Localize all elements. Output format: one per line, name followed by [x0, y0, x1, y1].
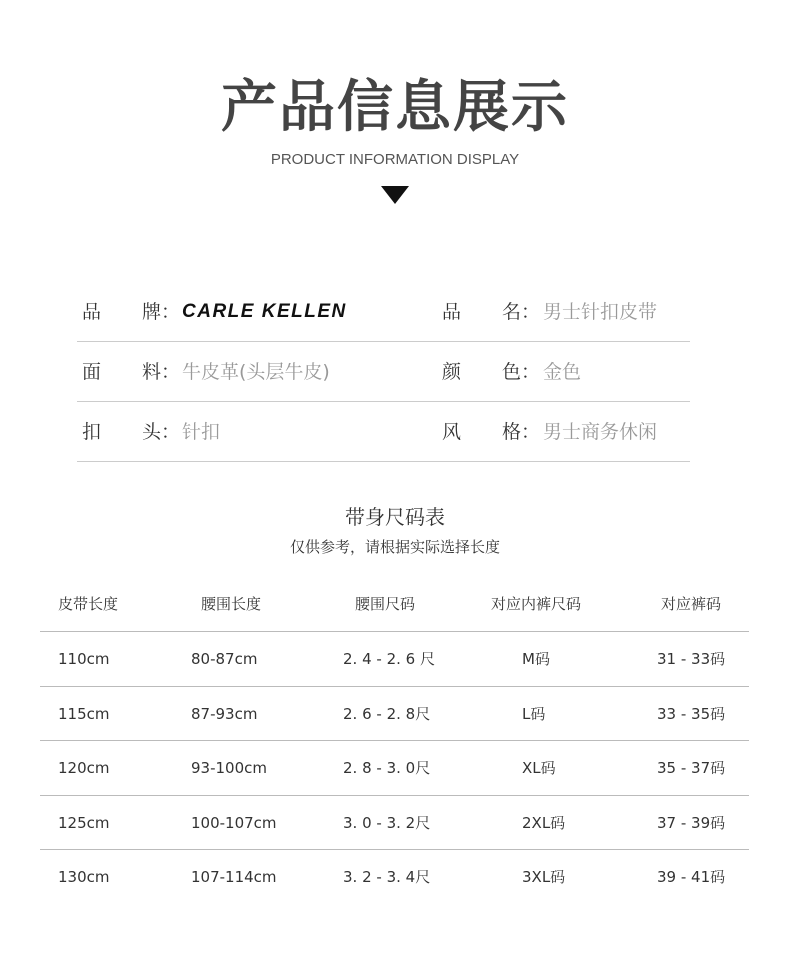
table-header-cell: 皮带长度: [58, 595, 119, 613]
table-cell: 93-100cm: [191, 759, 267, 777]
info-label-color-char2: 色：: [502, 361, 541, 383]
table-row: [40, 850, 749, 905]
table-cell: 35 - 37码: [657, 759, 726, 777]
table-cell: 100-107cm: [191, 813, 277, 832]
table-header-cell: 对应裤码: [661, 595, 722, 613]
table-header-row: [40, 577, 749, 632]
table-cell: 37 - 39码: [657, 813, 726, 832]
brand-logo: CARLE KELLEN: [182, 301, 347, 322]
table-row: [40, 632, 749, 687]
info-label-material-char1: 面: [82, 361, 102, 383]
info-value-color: 金色: [543, 361, 582, 383]
info-value-material: 牛皮革(头层牛皮): [182, 361, 330, 383]
size-chart-subtitle: 仅供参考，请根据实际选择长度: [289, 538, 500, 556]
table-cell: 107-114cm: [191, 868, 277, 886]
info-label-name-char1: 品: [442, 301, 462, 323]
table-row: [40, 687, 749, 742]
info-label-brand-char2: 牌：: [142, 301, 181, 323]
info-value-style: 男士商务休闲: [543, 421, 658, 443]
page-subtitle: PRODUCT INFORMATION DISPLAY: [270, 151, 520, 168]
table-cell: 110cm: [58, 650, 110, 668]
product-info-table: [77, 282, 690, 462]
table-cell: 125cm: [58, 813, 110, 832]
down-triangle-icon: [381, 186, 409, 204]
table-cell: 80-87cm: [191, 650, 258, 668]
info-value-buckle: 针扣: [182, 421, 221, 443]
table-row: [40, 741, 749, 796]
table-cell: 2XL码: [522, 813, 566, 832]
table-header-cell: 对应内裤尺码: [491, 595, 582, 613]
table-cell: 33 - 35码: [657, 704, 726, 723]
info-label-name-char2: 名：: [502, 301, 541, 323]
info-value-name: 男士针扣皮带: [543, 301, 658, 323]
table-header-cell: 腰围长度: [201, 595, 262, 613]
table-cell: 115cm: [58, 704, 110, 723]
info-row-buckle: [77, 402, 690, 462]
info-label-brand-char1: 品: [82, 301, 102, 323]
table-cell: 120cm: [58, 759, 110, 777]
table-cell: L码: [522, 704, 546, 723]
info-row-material: [77, 342, 690, 402]
table-cell: 31 - 33码: [657, 650, 726, 668]
table-cell: 3XL码: [522, 868, 566, 886]
table-cell: 39 - 41码: [657, 868, 726, 886]
size-chart-table: [40, 577, 749, 905]
info-label-style-char2: 格：: [502, 421, 541, 443]
table-cell: 3. 0 - 3. 2尺: [343, 813, 431, 832]
info-label-buckle-char2: 头：: [142, 421, 181, 443]
table-header-cell: 腰围尺码: [355, 595, 416, 613]
info-label-material-char2: 料：: [142, 361, 181, 383]
table-cell: 87-93cm: [191, 704, 258, 723]
info-row-brand: [77, 282, 690, 342]
table-cell: 2. 8 - 3. 0尺: [343, 759, 431, 777]
page-title: 产品信息展示: [221, 75, 569, 140]
size-chart-title: 带身尺码表: [345, 505, 445, 529]
table-cell: 3. 2 - 3. 4尺: [343, 868, 431, 886]
info-label-buckle-char1: 扣: [82, 421, 102, 443]
table-cell: 2. 6 - 2. 8尺: [343, 704, 431, 723]
table-cell: 130cm: [58, 868, 110, 886]
table-cell: 2. 4 - 2. 6 尺: [343, 650, 435, 668]
info-label-style-char1: 风: [442, 421, 462, 443]
table-row: [40, 796, 749, 851]
table-cell: XL码: [522, 759, 556, 777]
info-label-color-char1: 颜: [442, 361, 462, 383]
table-cell: M码: [522, 650, 550, 668]
